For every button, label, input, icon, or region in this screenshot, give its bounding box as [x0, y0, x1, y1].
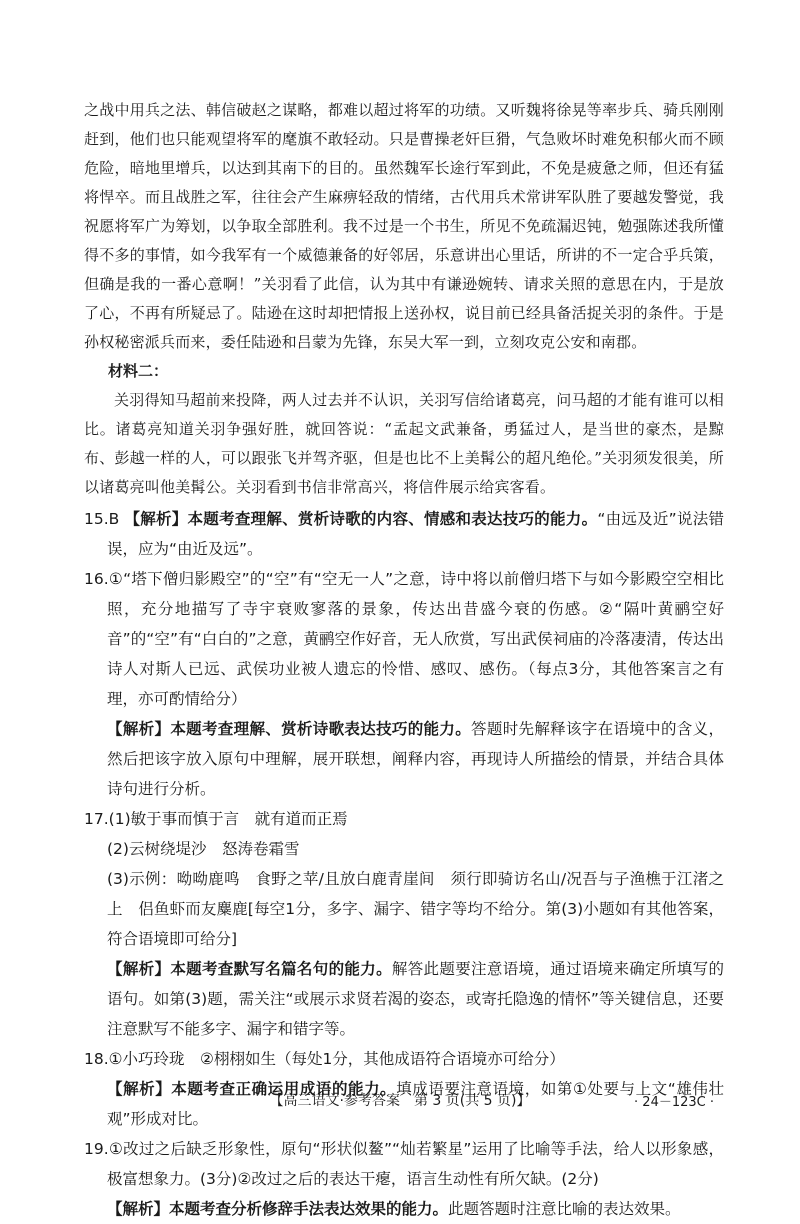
answer-19-analysis-text: 此题答题时注意比喻的表达效果。	[448, 1200, 681, 1218]
answer-16-number: 16.	[84, 570, 109, 588]
answer-18-bold: 本题考查正确运用成语的能力。	[171, 1080, 397, 1098]
answer-15	[84, 504, 724, 564]
answer-18-tag: 【解析】	[107, 1080, 172, 1098]
answer-17-bold: 本题考查默写名篇名句的能力。	[170, 960, 392, 978]
answer-19	[84, 1134, 724, 1194]
answer-16	[84, 564, 724, 714]
page-footer	[0, 1088, 800, 1114]
footer-exam-code: · 24－123C ·	[634, 1095, 714, 1110]
answer-17-line-3: (3)示例：呦呦鹿鸣 食野之苹/且放白鹿青崖间 须行即骑访名山/况吾与子渔樵于江渚之上 侣鱼虾而友麋鹿[每空1分，多字、漏字、错字等均不给分。第(3)小题如有其他答案，符合语境即可给分]	[107, 870, 724, 948]
answer-16-tag: 【解析】	[107, 720, 171, 738]
answer-17-number: 17.	[84, 810, 109, 828]
answer-17-tag: 【解析】	[107, 960, 171, 978]
answer-15-tag: 【解析】	[124, 510, 188, 528]
answer-15-number: 15.B	[84, 510, 120, 528]
answer-16-text: ①“塔下僧归影殿空”的“空”有“空无一人”之意，诗中将以前僧归塔下与如今影殿空空相比照，充分地描写了寺宇衰败寥落的景象，传达出昔盛今衰的伤感。②“隔叶黄鹂空好音”的“空”有“白白的”之意，黄鹂空作好音，无人欣赏，写出武侯祠庙的冷落凄清，传达出诗人对斯人已远、武侯功业被人遗忘的怜惜、感叹、感伤。（每点3分，其他答案言之有理，亦可酌情给分）	[107, 570, 724, 708]
answer-16-analysis	[84, 714, 724, 804]
answer-page	[84, 96, 724, 1224]
answer-17	[84, 804, 724, 834]
footer-page-info: 【高三语文·参考答案 第 3 页(共 5 页)】	[269, 1093, 531, 1109]
answer-15-text: “由远及近”说法错误，应为“由近及远”。	[107, 510, 724, 558]
answer-19-bold: 本题考查分析修辞手法表达效果的能力。	[169, 1200, 449, 1218]
answer-17-line-2: (2)云树绕堤沙 怒涛卷霜雪	[107, 840, 300, 858]
answer-15-bold: 本题考查理解、赏析诗歌的内容、情感和表达技巧的能力。	[187, 510, 598, 528]
answer-18	[84, 1044, 724, 1074]
passage-paragraph-1: 之战中用兵之法、韩信破赵之谋略，都难以超过将军的功绩。又听魏将徐晃等率步兵、骑兵刚刚赶到，他们也只能观望将军的麾旗不敢轻动。只是曹操老奸巨猾，气急败坏时难免积郁火而不顾危险，暗地里增兵，以达到其南下的目的。虽然魏军长途行军到此，不免是疲惫之师，但还有猛将悍卒。而且战胜之军，往往会产生麻痹轻敌的情绪，古代用兵术常讲军队胜了要越发警觉，我祝愿将军广为筹划，以争取全部胜利。我不过是一个书生，所见不免疏漏迟钝，勉强陈述我所懂得不多的事情，如今我军有一个威德兼备的好邻居，乐意讲出心里话，所讲的不一定合乎兵策，但确是我的一番心意啊！”关羽看了此信，认为其中有谦逊婉转、请求关照的意思在内，于是放了心，不再有所疑忌了。陆逊在这时却把情报上送孙权，说目前已经具备活捉关羽的条件。于是孙权秘密派兵而来，委任陆逊和吕蒙为先锋，东吴大军一到，立刻攻克公安和南郡。	[84, 101, 724, 351]
answer-17-analysis	[84, 954, 724, 1044]
passage-paragraph-2: 关羽得知马超前来投降，两人过去并不认识，关羽写信给诸葛亮，问马超的才能有谁可以相比。诸葛亮知道关羽争强好胜，就回答说：“孟起文武兼备，勇猛过人，是当世的豪杰，是黥布、彭越一样的人，可以跟张飞并驾齐驱，但是也比不上美髯公的超凡绝伦。”关羽须发很美，所以诸葛亮叫他美髯公。关羽看到书信非常高兴，将信件展示给宾客看。	[84, 391, 724, 496]
answer-17-analysis-text: 解答此题要注意语境，通过语境来确定所填写的语句。如第(3)题，需关注“或展示求贤若渴的姿态，或寄托隐逸的情怀”等关键信息，还要注意默写不能多字、漏字和错字等。	[107, 960, 724, 1038]
answer-18-number: 18.	[84, 1050, 109, 1068]
answer-19-text: ①改过之后缺乏形象性，原句“形状似鳌”“灿若繁星”运用了比喻等手法，给人以形象感，极富想象力。(3分)②改过之后的表达干瘪，语言生动性有所欠缺。(2分)	[107, 1140, 724, 1188]
answer-19-number: 19.	[84, 1140, 109, 1158]
answer-16-bold: 本题考查理解、赏析诗歌表达技巧的能力。	[170, 720, 472, 738]
material-two-title: 材料二：	[108, 362, 169, 380]
answer-18-analysis-text: 填成语要注意语境，如第①处要与上文“雄伟壮观”形成对比。	[107, 1080, 724, 1128]
answer-17-line-1: (1)敏于事而慎于言 就有道而正焉	[108, 810, 348, 828]
answer-18-text: ①小巧玲珑 ②栩栩如生（每处1分，其他成语符合语境亦可给分）	[108, 1050, 565, 1068]
answer-19-analysis	[84, 1194, 724, 1224]
answer-19-tag: 【解析】	[107, 1200, 170, 1218]
answer-16-analysis-text: 答题时先解释该字在语境中的含义，然后把该字放入原句中理解，展开联想，阐释内容，再现诗人所描绘的情景，并结合具体诗句进行分析。	[107, 720, 724, 798]
